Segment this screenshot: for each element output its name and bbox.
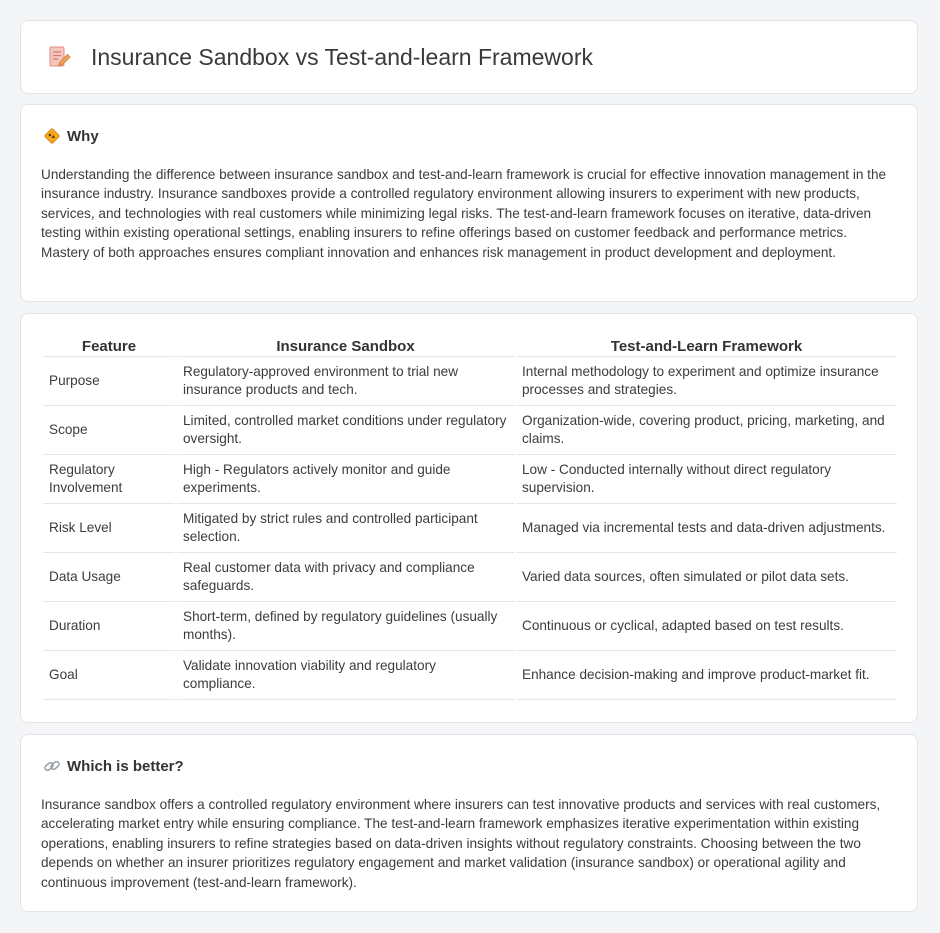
sandbox-cell: Short-term, defined by regulatory guidelines (usually months). <box>177 602 514 651</box>
table-row <box>43 504 897 553</box>
title-row <box>21 21 917 93</box>
feature-cell: Data Usage <box>43 553 175 602</box>
page-title: Insurance Sandbox vs Test-and-learn Framework <box>91 43 593 70</box>
header-feature: Feature <box>43 336 175 357</box>
feature-cell: Regulatory Involvement <box>43 455 175 504</box>
better-text: Insurance sandbox offers a controlled regulatory environment where insurers can test innovative products and services with real customers, accelerating market entry while ensuring compliance. The test-and-learn framework emphasizes iterative experimentation within existing operations, enabling insurers to refine strategies based on data-driven insights without regulatory constraints. Choosing between the two depends on whether an insurer prioritizes regulatory engagement and market validation (insurance sandbox) or operational agility and continuous improvement (test-and-learn framework). <box>41 797 881 890</box>
feature-cell: Duration <box>43 602 175 651</box>
feature-cell: Scope <box>43 406 175 455</box>
table-header-row <box>43 336 897 357</box>
why-section <box>20 104 918 302</box>
test-learn-cell: Internal methodology to experiment and optimize insurance processes and strategies. <box>516 357 897 406</box>
which-is-better-section <box>20 734 918 912</box>
sandbox-cell: High - Regulators actively monitor and guide experiments. <box>177 455 514 504</box>
why-text: Understanding the difference between insurance sandbox and test-and-learn framework is crucial for effective innovation management in the insurance industry. Insurance sandboxes provide a controlled regulatory environment allowing insurers to experiment with new products, services, and technologies with real customers while minimizing legal risks. The test-and-learn framework focuses on iterative, data-driven testing within existing operational settings, enabling insurers to refine offerings based on customer feedback and performance metrics. Mastery of both approaches ensures compliant innovation and enhances risk management in product development and deployment. <box>41 167 887 260</box>
why-heading: Why <box>67 127 99 145</box>
feature-cell: Risk Level <box>43 504 175 553</box>
sandbox-cell: Validate innovation viability and regulatory compliance. <box>177 651 514 700</box>
document-pencil-icon <box>47 45 71 69</box>
table-row <box>43 553 897 602</box>
table-row <box>43 602 897 651</box>
feature-cell: Goal <box>43 651 175 700</box>
sandbox-cell: Real customer data with privacy and compliance safeguards. <box>177 553 514 602</box>
better-header <box>43 757 184 775</box>
table-row <box>43 357 897 406</box>
test-learn-cell: Managed via incremental tests and data-driven adjustments. <box>516 504 897 553</box>
table-row <box>43 651 897 700</box>
table-row <box>43 455 897 504</box>
test-learn-cell: Varied data sources, often simulated or pilot data sets. <box>516 553 897 602</box>
link-icon <box>43 757 61 775</box>
comparison-table <box>41 336 899 700</box>
test-learn-cell: Organization-wide, covering product, pricing, marketing, and claims. <box>516 406 897 455</box>
better-heading: Which is better? <box>67 757 184 775</box>
why-header <box>43 127 99 145</box>
diamond-sign-icon <box>43 127 61 145</box>
test-learn-cell: Continuous or cyclical, adapted based on test results. <box>516 602 897 651</box>
table-row <box>43 406 897 455</box>
feature-cell: Purpose <box>43 357 175 406</box>
header-test-and-learn: Test-and-Learn Framework <box>516 336 897 357</box>
test-learn-cell: Low - Conducted internally without direct regulatory supervision. <box>516 455 897 504</box>
sandbox-cell: Regulatory-approved environment to trial new insurance products and tech. <box>177 357 514 406</box>
test-learn-cell: Enhance decision-making and improve product-market fit. <box>516 651 897 700</box>
sandbox-cell: Mitigated by strict rules and controlled participant selection. <box>177 504 514 553</box>
comparison-card <box>20 313 918 723</box>
title-card <box>20 20 918 94</box>
header-insurance-sandbox: Insurance Sandbox <box>177 336 514 357</box>
sandbox-cell: Limited, controlled market conditions under regulatory oversight. <box>177 406 514 455</box>
